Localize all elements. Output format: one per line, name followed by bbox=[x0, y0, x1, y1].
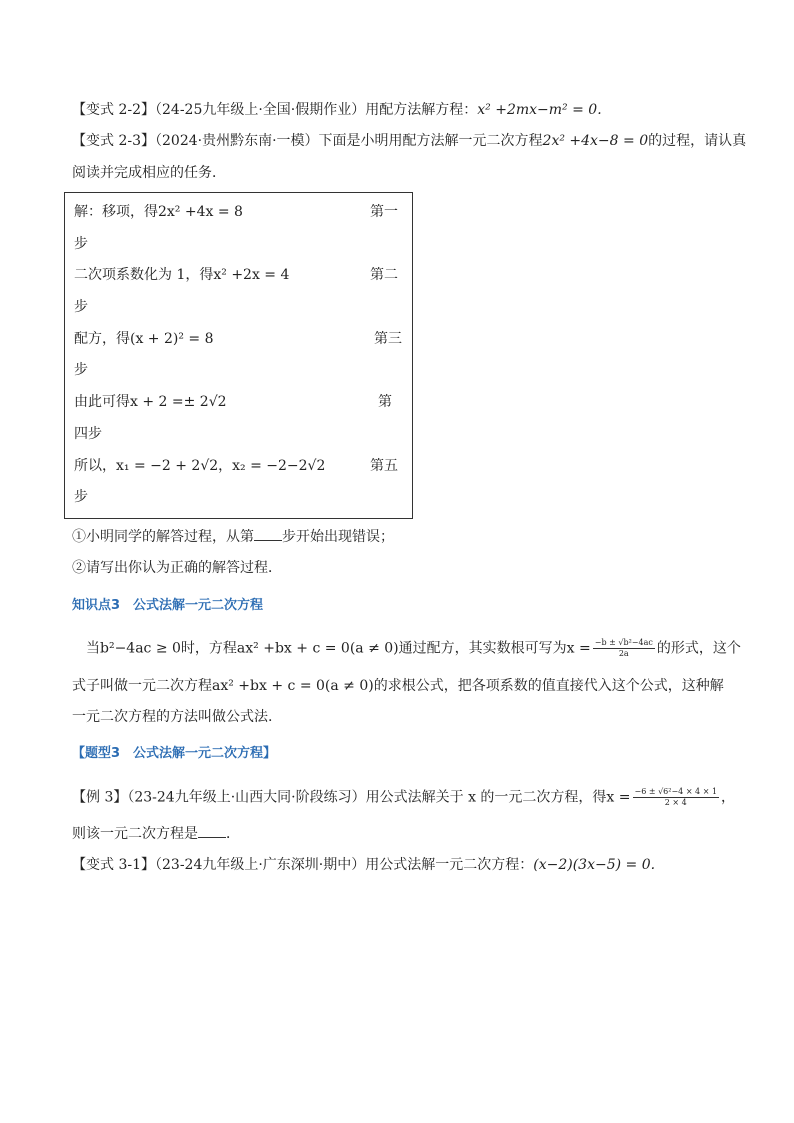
step-label: 第 bbox=[378, 394, 392, 410]
variant-tag: 【变式 2-3】 bbox=[72, 133, 155, 149]
question-text-2: 则该一元二次方程是 bbox=[72, 826, 198, 842]
question-text: 下面是小明用配方法解一元二次方程 bbox=[318, 133, 543, 149]
root-formula-fraction bbox=[593, 638, 655, 659]
step-label: 第二 bbox=[370, 267, 398, 283]
step-label: 第五 bbox=[370, 458, 398, 474]
fraction-denominator: 2 × 4 bbox=[664, 798, 687, 807]
question-text: 用配方法解方程： bbox=[365, 102, 478, 118]
variant-2-3-line2: 阅读并完成相应的任务． bbox=[72, 165, 226, 181]
question-text-2: 的过程，请认真 bbox=[648, 133, 747, 149]
kp3-paragraph-line1 bbox=[86, 638, 741, 659]
task-1-text: ①小明同学的解答过程，从第 bbox=[72, 529, 254, 545]
source: （24-25九年级上·全国·假期作业） bbox=[155, 102, 366, 118]
equation: x² +2mx−m² = 0. bbox=[477, 102, 602, 118]
step-label-cont: 步 bbox=[74, 299, 88, 315]
step-label-cont: 步 bbox=[74, 489, 88, 505]
answer-blank bbox=[198, 823, 226, 838]
variant-2-3 bbox=[72, 131, 746, 151]
solution-step-5: 所以，x₁ = −2 + 2√2，x₂ = −2−2√2 bbox=[74, 458, 326, 474]
comma: ， bbox=[721, 789, 736, 806]
source: （2024·贵州黔东南·一模） bbox=[155, 133, 319, 149]
solution-fraction bbox=[633, 787, 720, 808]
example-tag: 【例 3】 bbox=[72, 789, 128, 806]
task-1 bbox=[72, 526, 394, 547]
solution-step-2: 二次项系数化为 1，得x² +2x = 4 bbox=[74, 267, 290, 283]
step-label-cont: 步 bbox=[74, 236, 88, 252]
solution-step-1: 解：移项，得2x² +4x = 8 bbox=[74, 204, 243, 220]
step-label-cont: 步 bbox=[74, 362, 88, 378]
solution-step-3: 配方，得(x + 2)² = 8 bbox=[74, 331, 214, 347]
variant-3-1 bbox=[72, 855, 655, 875]
question-text: 用公式法解一元二次方程： bbox=[365, 857, 534, 873]
variant-2-2 bbox=[72, 100, 602, 120]
step-label: 第三 bbox=[374, 331, 402, 347]
kp3-text: 当b²−4ac ≥ 0时，方程ax² +bx + c = 0(a ≠ 0)通过配方，其实数根可写为x = bbox=[86, 640, 591, 657]
fraction-numerator: −b ± √b²−4ac bbox=[594, 638, 653, 647]
solution-step-4: 由此可得x + 2 =± 2√2 bbox=[74, 394, 227, 410]
fraction-denominator: 2a bbox=[618, 649, 629, 658]
variant-tag: 【变式 2-2】 bbox=[72, 102, 155, 118]
source: （23-24九年级上·山西大同·阶段练习） bbox=[127, 789, 366, 806]
answer-blank bbox=[254, 526, 282, 541]
kp3-paragraph-line3: 一元二次方程的方法叫做公式法. bbox=[72, 709, 273, 725]
kp3-paragraph-line2: 式子叫做一元二次方程ax² +bx + c = 0(a ≠ 0)的求根公式，把各项系数的值直接代入这个公式，这种解 bbox=[72, 678, 724, 694]
source: （23-24九年级上·广东深圳·期中） bbox=[155, 857, 366, 873]
period: ． bbox=[226, 826, 240, 842]
task-2: ②请写出你认为正确的解答过程． bbox=[72, 560, 282, 576]
variant-tag: 【变式 3-1】 bbox=[72, 857, 155, 873]
task-1-text-end: 步开始出现错误； bbox=[282, 529, 394, 545]
equation: (x−2)(3x−5) = 0. bbox=[533, 857, 656, 873]
knowledge-point-title: 知识点3 公式法解一元二次方程 bbox=[72, 598, 264, 613]
example-3 bbox=[72, 787, 735, 808]
question-text: 用公式法解关于 x 的一元二次方程，得x = bbox=[365, 789, 631, 806]
equation: 2x² +4x−8 = 0 bbox=[542, 133, 649, 149]
question-type-title: 【题型3 公式法解一元二次方程】 bbox=[72, 746, 277, 761]
example-3-line2 bbox=[72, 823, 240, 844]
step-label: 第一 bbox=[370, 204, 398, 220]
kp3-text-end: 的形式，这个 bbox=[656, 640, 741, 657]
fraction-numerator: −6 ± √6²−4 × 4 × 1 bbox=[634, 787, 718, 796]
step-label-cont: 四步 bbox=[74, 426, 102, 442]
